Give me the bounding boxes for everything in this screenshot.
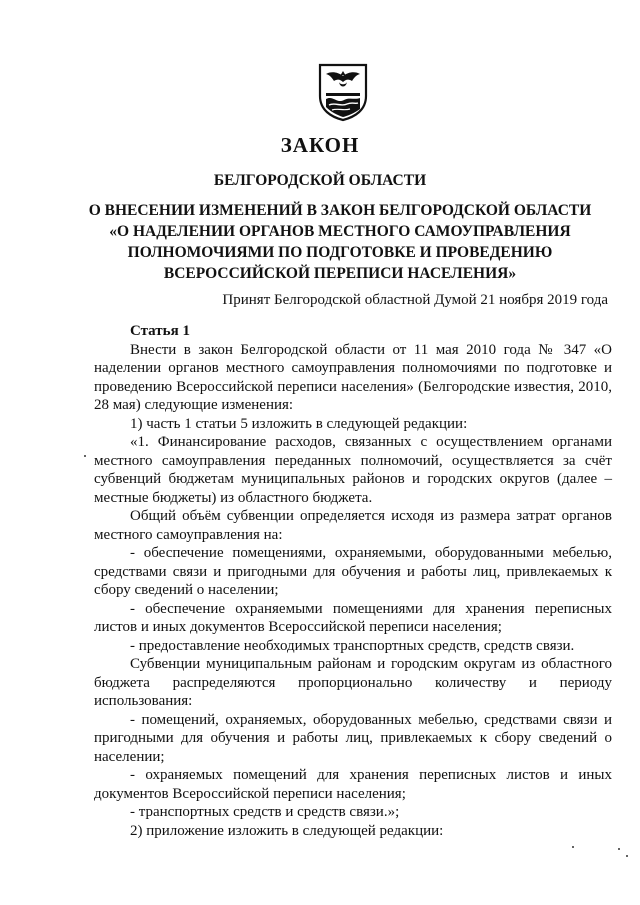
coat-of-arms-icon [317,62,369,122]
scan-speck [572,846,574,848]
law-subject [70,200,610,284]
paragraph: Субвенции муниципальным районам и городским округам из областного бюджета распределяются пропорционально количеству и периоду использования: [94,656,612,709]
paragraph: - транспортных средств и средств связи.»; [130,804,400,820]
adoption-date: Принят Белгородской областной Думой 21 ноября 2019 года [222,292,608,308]
paragraph: - обеспечение помещениями, охраняемыми, оборудованными мебелью, средствами связи и пригодными для обучения и работы лиц, привлекаемых к сбору сведений о населении; [94,545,612,598]
paragraph: - помещений, охраняемых, оборудованных мебелью, средствами связи и пригодными для обучения и работы лиц, привлекаемых к сбору сведений о населении; [94,711,612,765]
subject-line: «О НАДЕЛЕНИИ ОРГАНОВ МЕСТНОГО САМОУПРАВЛЕНИЯ [109,223,571,240]
scan-speck [626,855,628,857]
law-title: ЗАКОН [280,133,360,157]
paragraph: 1) часть 1 статьи 5 изложить в следующей редакции: [130,415,468,432]
article-heading: Статья 1 [130,323,190,339]
scan-speck [618,848,620,850]
subject-line: ПОЛНОМОЧИЯМИ ПО ПОДГОТОВКЕ И ПРОВЕДЕНИЮ [127,244,553,261]
paragraph: - охраняемых помещений для хранения переписных листов и иных документов Всероссийской переписи населения; [94,767,612,802]
paragraph: «1. Финансирование расходов, связанных с осуществлением органами местного самоуправления переданных полномочий, осуществляется за счёт субвенций бюджетам муниципальных районов и городских округов (далее – местные бюджеты) из областного бюджета. [94,434,612,506]
subject-line: ВСЕРОССИЙСКОЙ ПЕРЕПИСИ НАСЕЛЕНИЯ» [163,265,517,282]
paragraph: Общий объём субвенции определяется исходя из размера затрат органов местного самоуправления на: [94,508,612,543]
subject-line: О ВНЕСЕНИИ ИЗМЕНЕНИЙ В ЗАКОН БЕЛГОРОДСКОЙ ОБЛАСТИ [88,202,592,219]
paragraph: - обеспечение охраняемыми помещениями для хранения переписных листов и иных документов Всероссийской переписи населения; [94,600,612,635]
paragraph: 2) приложение изложить в следующей редакции: [130,822,444,839]
paragraph: - предоставление необходимых транспортных средств, средств связи. [130,637,575,654]
paragraph: Внести в закон Белгородской области от 11 мая 2010 года № 347 «О наделении органов местного самоуправления полномочиями по подготовке и проведению Всероссийской переписи населения» (Белгородские известия, 2010, 28 мая) следующие изменения: [94,341,612,413]
scan-speck [84,455,86,457]
document-body [94,322,612,840]
law-region: БЕЛГОРОДСКОЙ ОБЛАСТИ [213,172,427,189]
